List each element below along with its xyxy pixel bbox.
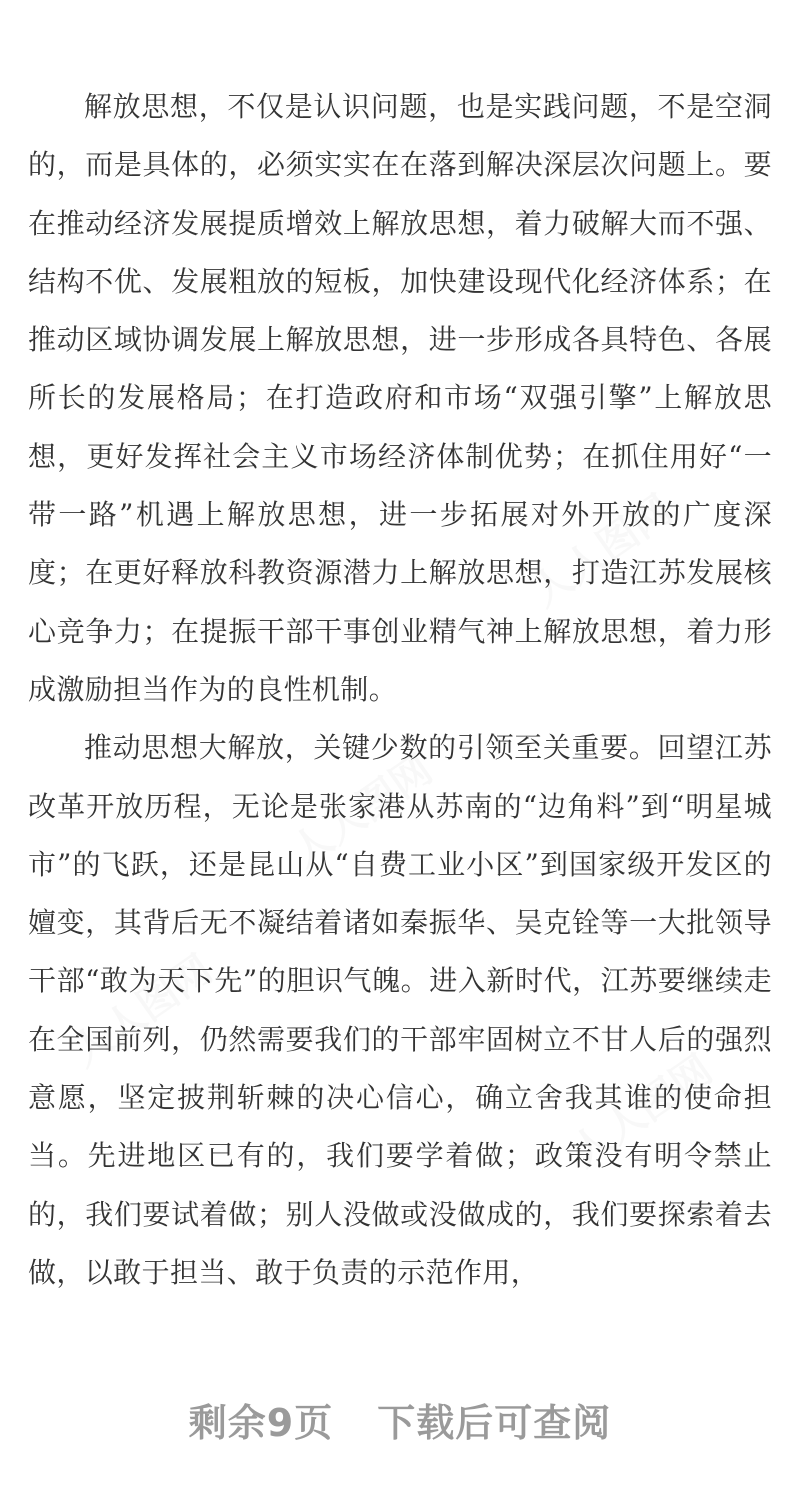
download-hint-text: 下载后可查阅 [377, 1401, 612, 1445]
document-body [28, 78, 772, 1302]
watermark: 人人图网 [283, 746, 441, 877]
paragraph: 推动思想大解放，关键少数的引领至关重要。回望江苏改革开放历程，无论是张家港从苏南的“边角料”到“明星城市”的飞跃，还是昆山从“自费工业小区”到国家级开发区的嬗变，其背后无不凝结着诸如秦振华、吴克铨等一大批领导干部“敢为天下先”的胆识气魄。进入新时代，江苏要继续走在全国前列，仍然需要我们的干部牢固树立不甘人后的强烈意愿，坚定披荆斩棘的决心信心，确立舍我其谁的使命担当。先进地区已有的，我们要学着做；政策没有明令禁止的，我们要试着做；别人没做或没做成的，我们要探索着去做，以敢于担当、敢于负责的示范作用， [28, 731, 772, 1289]
watermark: 人人图网 [523, 486, 681, 617]
download-prompt[interactable] [0, 1392, 800, 1447]
watermark: 人人图网 [563, 1046, 721, 1177]
paragraph: 解放思想，不仅是认识问题，也是实践问题，不是空洞的，而是具体的，必须实实在在落到解决深层次问题上。要在推动经济发展提质增效上解放思想，着力破解大而不强、结构不优、发展粗放的短板，加快建设现代化经济体系；在推动区域协调发展上解放思想，进一步形成各具特色、各展所长的发展格局；在打造政府和市场“双强引擎”上解放思想，更好发挥社会主义市场经济体制优势；在抓住用好“一带一路”机遇上解放思想，进一步拓展对外开放的广度深度；在更好释放科教资源潜力上解放思想，打造江苏发展核心竞争力；在提振干部干事创业精气神上解放思想，着力形成激励担当作为的良性机制。 [28, 90, 772, 706]
remaining-pages-text: 剩余9页 [188, 1401, 334, 1445]
watermark: 人人图网 [63, 946, 221, 1077]
